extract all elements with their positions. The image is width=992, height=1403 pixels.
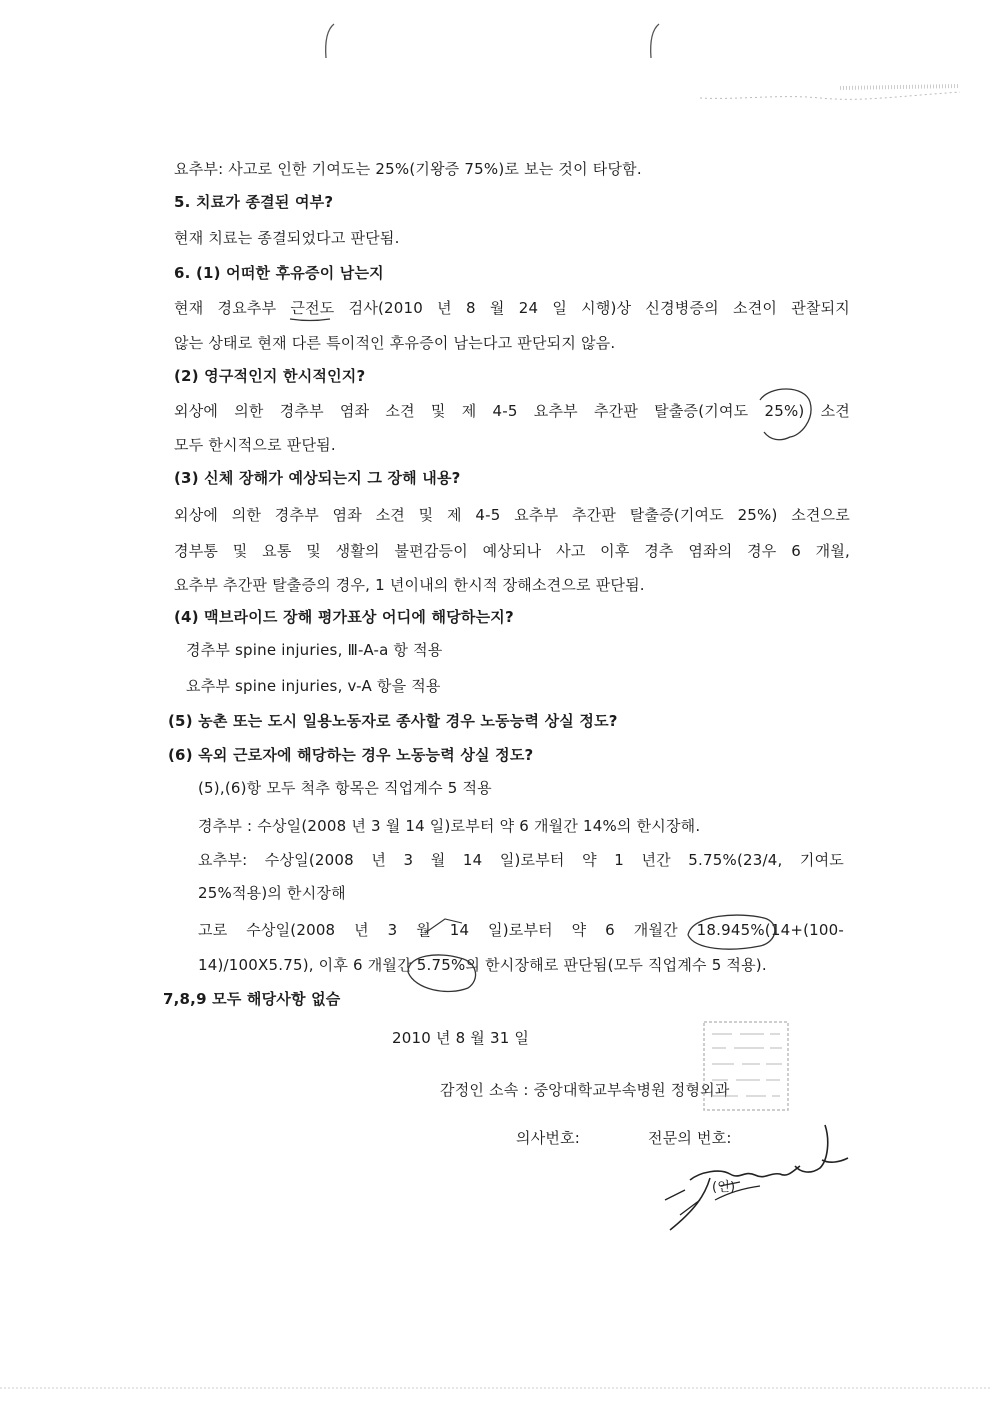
text-line: 요추부: 수상일(2008 년 3 월 14 일)로부터 약 1 년간 5.75%(23/4, 기여도 (198, 851, 844, 869)
text-line: 현재 치료는 종결되었다고 판단됨. (174, 229, 400, 247)
official-seal-icon (700, 1018, 792, 1114)
section-heading: (5) 농촌 또는 도시 일용노동자로 종사할 경우 노동능력 상실 정도? (168, 712, 618, 730)
scan-noise-icon (700, 80, 970, 110)
text-line: 14)/100X5.75), 이후 6 개월간 5.75%의 한시장해로 판단됨(모두 직업계수 5 적용). (198, 956, 767, 974)
text-line: 외상에 의한 경추부 염좌 소견 및 제 4-5 요추부 추간판 탈출증(기여도 25%) 소견으로 (174, 506, 850, 524)
text-line: 요추부: 사고로 인한 기여도는 25%(기왕증 75%)로 보는 것이 타당함. (174, 160, 642, 178)
text-line: 25%적용)의 한시장해 (198, 884, 346, 902)
text-line: 않는 상태로 현재 다른 특이적인 후유증이 남는다고 판단되지 않음. (174, 334, 616, 352)
punch-mark-left-icon (320, 22, 340, 62)
underline-mark (290, 319, 330, 321)
section-heading: (3) 신체 장해가 예상되는지 그 장해 내용? (174, 469, 461, 487)
punch-mark-right-icon (645, 22, 665, 62)
examiner-affiliation: 감정인 소속 : 중앙대학교부속병원 정형외과 (440, 1081, 730, 1099)
section-heading: 5. 치료가 종결된 여부? (174, 193, 334, 211)
document-date: 2010 년 8 월 31 일 (392, 1029, 530, 1047)
text-line: 경추부 spine injuries, Ⅲ-A-a 항 적용 (186, 641, 443, 659)
text-line: 모두 한시적으로 판단됨. (174, 436, 336, 454)
text-line: 현재 경요추부 근전도 검사(2010 년 8 월 24 일 시행)상 신경병증의 소견이 관찰되지 (174, 299, 850, 317)
text-line: 요추부 spine injuries, v-A 항을 적용 (186, 677, 441, 695)
text-line: 고로 수상일(2008 년 3 월 14 일)로부터 약 6 개월간 18.945%(14+(100- (198, 921, 844, 939)
section-heading: 6. (1) 어떠한 후유증이 남는지 (174, 264, 384, 282)
text-line: (5),(6)항 모두 척추 항목은 직업계수 5 적용 (198, 779, 492, 797)
signature-icon (660, 1120, 860, 1240)
section-heading: (4) 맥브라이드 장해 평가표상 어디에 해당하는지? (174, 608, 514, 626)
specialist-number-label: 전문의 번호: (648, 1129, 732, 1147)
text-line: 요추부 추간판 탈출증의 경우, 1 년이내의 한시적 장해소견으로 판단됨. (174, 576, 645, 594)
text-line: 경부통 및 요통 및 생활의 불편감등이 예상되나 사고 이후 경추 염좌의 경우 6 개월, (174, 542, 850, 560)
section-heading: (6) 옥외 근로자에 해당하는 경우 노동능력 상실 정도? (168, 746, 534, 764)
section-heading: (2) 영구적인지 한시적인지? (174, 367, 366, 385)
signature-seal-mark: (인) (712, 1180, 736, 1195)
doctor-number-label: 의사번호: (516, 1129, 581, 1147)
text-line: 외상에 의한 경추부 염좌 소견 및 제 4-5 요추부 추간판 탈출증(기여도 25%) 소견 (174, 402, 850, 420)
section-heading: 7,8,9 모두 해당사항 없슴 (163, 990, 341, 1008)
text-line: 경추부 : 수상일(2008 년 3 월 14 일)로부터 약 6 개월간 14%의 한시장해. (198, 817, 701, 835)
